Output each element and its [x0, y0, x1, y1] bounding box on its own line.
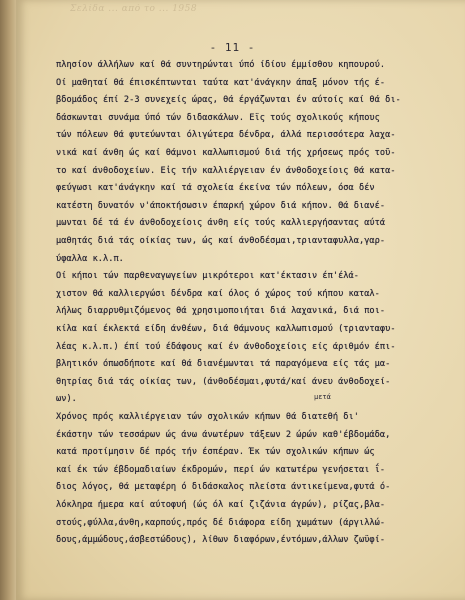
text-line: κατέστη δυνατόν ν'άποκτήσωσιν έπαρκή χώρον διά κήπον. Θά διανέ-	[56, 200, 386, 211]
text-line: φεύγωσι κατ'άνάγκην καί τά σχολεία έκείνα τών πόλεων, όσα δέν	[56, 183, 375, 194]
text-line: πλησίον άλλήλων καί θά συντηρώνται ύπό ίδίου έμμίσθου κηπουρού.	[56, 60, 386, 70]
text-line: Οί κήποι τών παρθεναγωγείων μικρότεροι κατ'έκτασιν έπ'έλά-	[56, 271, 359, 282]
text-line: λήλως διαρρυθμιζόμενος θά χρησιμοποιήται διά λαχανικά, διά ποι-	[56, 306, 386, 317]
text-line: νικά καί άνθη ώς καί θάμνοι καλλωπισμού διά τής χρήσεως πρός τοῦ-	[56, 148, 396, 158]
text-line: βλητικόν όπωσδήποτε καί θά διανέμωνται τά παραγόμενα είς τάς μα-	[56, 359, 391, 370]
text-line: καί έκ τών έβδομαδιαίων έκδρομών, περί ών κατωτέρω γενήσεται ΐ-	[56, 464, 386, 475]
text-line: το καί άνθοδοχείων. Εἰς τήν καλλιέργειαν έν άνθοδοχείοις θά κατα-	[56, 165, 396, 176]
faded-header: Σελίδα ... από το ... 1958	[70, 4, 198, 14]
text-line: διος λόγος, θά μεταφέρη ό διδάσκαλος πλείστα άντικείμενα,φυτά ό-	[56, 482, 391, 493]
text-line: λόκληρα ήμερα καί αύτοφυή (ώς όλ καί ζιζάνια άγρών), ρίζας,βλα-	[56, 500, 386, 510]
text-line: στούς,φύλλα,άνθη,καρπούς,πρός δέ διάφορα είδη χωμάτων (άργιλλώ-	[56, 517, 386, 528]
text-line: τών πόλεων θά φυτεύωνται όλιγώτερα δένδρα, άλλά περισσότερα λαχα-	[56, 130, 396, 141]
text-line: δάσκωνται συνάμα ύπό τών διδασκάλων. Εϊς τούς σχολικούς κήπους	[56, 112, 380, 123]
page-number: - 11 -	[209, 41, 256, 54]
text-line: μωνται δέ τά έν άνθοδοχείοις άνθη είς τούς καλλιεργήσαντας αύτά	[56, 218, 386, 229]
text-line: ων).	[56, 394, 77, 405]
text-line: κίλα καί έκλεκτά είδη άνθέων, διά θάμνους καλλωπισμού (τριανταφυ-	[56, 324, 396, 334]
text-line: Χρόνος πρός καλλιέργειαν τών σχολικών κήπων θά διατεθή δι'	[56, 412, 359, 422]
text-line: λέας κ.λ.π.) έπί τού έδάφους καί έν άνθοδοχείοις είς άριθμόν έπι-	[56, 341, 396, 352]
text-line: Οί μαθηταί θά έπισκέπτωνται ταύτα κατ'άνάγκην άπαξ μόνον τής έ-	[56, 77, 386, 88]
text-line: έκάστην τών τεσσάρων ώς άνω άνωτέρων τάξεων 2 ώρών καθ'έβδομάδα,	[56, 429, 391, 440]
text-line: δους,άμμώδους,άσβεστώδους), λίθων διαφόρων,έντόμων,άλλων ζωϋφί-	[56, 535, 386, 546]
text-line: βδομάδος έπί 2-3 συνεχείς ώρας, θά έργάζωνται έν αύτοίς καί θά δι-	[56, 95, 401, 106]
text-line: ύφαλλα κ.λ.π.	[56, 253, 124, 264]
text-line: θητρίας διά τάς οίκίας των, (άνθοδέσμαι,φυτά/καί άνευ άνθοδοχεί-	[56, 376, 391, 387]
handwritten-insertion: μετά	[314, 393, 331, 401]
text-line: χιστον θά καλλιεργώσι δένδρα καί όλος ό χώρος τού κήπου καταλ-	[56, 288, 380, 299]
text-line: μαθητάς διά τάς οίκίας των, ώς καί άνθοδέσμαι,τριανταφυλλα,γαρ-	[56, 236, 386, 246]
text-line: κατά προτίμησιν δέ πρός τήν έσπέραν. Έκ τών σχολικών κήπων ώς	[56, 447, 375, 458]
